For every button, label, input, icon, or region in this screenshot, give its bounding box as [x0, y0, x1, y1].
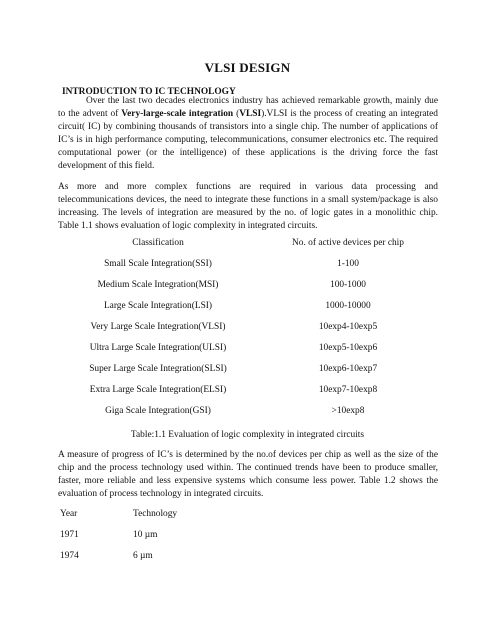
table-cell: 10exp6-10exp7: [318, 364, 378, 374]
table-header-year: Year: [60, 509, 78, 519]
table-row: [58, 322, 438, 336]
table-row: [58, 364, 438, 378]
table-cell: Medium Scale Integration(MSI): [97, 280, 219, 290]
table-row: [58, 406, 438, 420]
table-row: [60, 530, 260, 544]
table-header-technology: Technology: [133, 509, 178, 519]
table-cell: 6 µm: [133, 551, 153, 561]
table-cell: Extra Large Scale Integration(ELSI): [89, 385, 227, 395]
intro-bold-term: Very-large-scale integration: [121, 109, 234, 120]
intro-text-mid: (: [233, 109, 240, 120]
table-header-row: [60, 509, 260, 523]
table-cell: Small Scale Integration(SSI): [104, 259, 212, 269]
table-cell: Super Large Scale Integration(SLSI): [89, 364, 227, 374]
intro-bold-acronym: VLSI: [239, 109, 262, 120]
table-row: [58, 343, 438, 357]
table-row: [58, 259, 438, 273]
table-cell: 100-1000: [330, 280, 366, 290]
table-cell: Large Scale Integration(LSI): [103, 301, 213, 311]
table-cell: 1000-10000: [325, 301, 371, 311]
intro-text-post: ).VLSI is the process of creating an integrated circuit( IC) by combining thousands of transistors into a single chip. The number of applications of IC’s is in high performance computing, telecommunications, consumer electronics etc. The required computational power (or the intelligence) of these applications is the driving force the fast development of this field.: [58, 109, 438, 172]
progress-paragraph: A measure of progress of IC’s is determined by the no.of devices per chip as well as the size of the chip and the process technology used within. The continued trends have been to produce smaller, faster, more reliable and less expensive systems which consume less power. Table 1.2 shows the evaluation of process technology in integrated circuits.: [58, 450, 438, 500]
table-cell: Very Large Scale Integration(VLSI): [90, 322, 226, 332]
table-cell: 1-100: [337, 259, 359, 269]
table-row: [60, 551, 260, 565]
intro-paragraph: [58, 95, 438, 174]
table-cell: 10exp4-10exp5: [318, 322, 378, 332]
table-row: [58, 301, 438, 315]
table-row: [58, 280, 438, 294]
table-cell: Giga Scale Integration(GSI): [105, 406, 211, 416]
table-cell: Ultra Large Scale Integration(ULSI): [89, 343, 227, 353]
page-title: VLSI DESIGN: [204, 60, 291, 75]
table-header-devices: No. of active devices per chip: [292, 238, 404, 248]
table-cell: 10 µm: [133, 530, 158, 540]
table-caption: Table:1.1 Evaluation of logic complexity in integrated circuits: [130, 430, 365, 440]
table-cell: >10exp8: [331, 406, 365, 416]
table-header-classification: Classification: [132, 238, 184, 248]
table-cell: 1971: [60, 530, 79, 540]
table-cell: 1974: [60, 551, 79, 561]
intro-text-pre: Over the last two decades electronics industry has achieved remarkable growth, mainly due to the advent of: [58, 96, 438, 120]
table-header-row: [58, 238, 438, 252]
section-heading: INTRODUCTION TO IC TECHNOLOGY: [62, 87, 236, 97]
table-cell: 10exp5-10exp6: [318, 343, 378, 353]
integration-paragraph: As more and more complex functions are required in various data processing and telecommunications devices, the need to integrate these functions in a small system/package is also increasing. The levels of integration are measured by the no. of logic gates in a monolithic chip. Table 1.1 shows evaluation of logic complexity in integrated circuits.: [58, 182, 438, 232]
table-cell: 10exp7-10exp8: [318, 385, 378, 395]
table-row: [58, 385, 438, 399]
